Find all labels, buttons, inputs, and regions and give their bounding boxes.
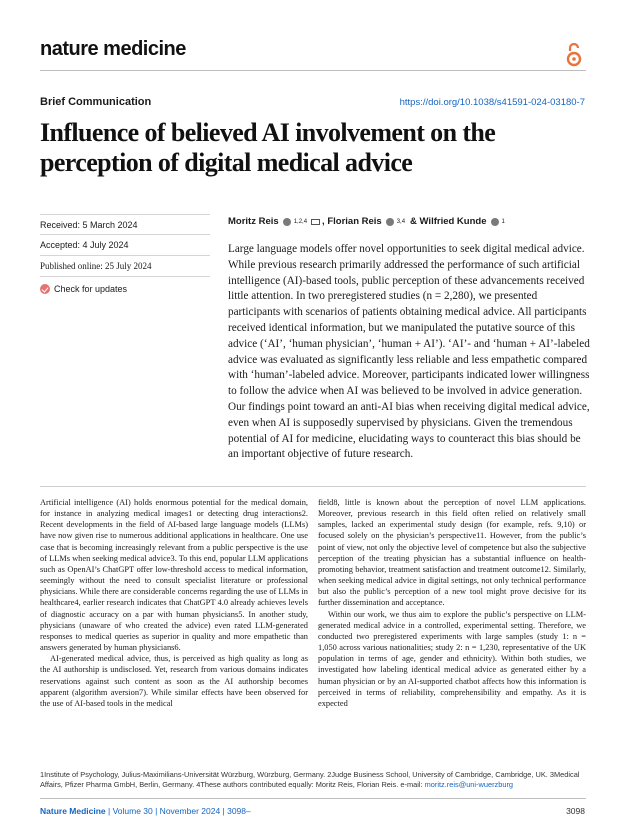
email-label: e-mail: — [400, 780, 425, 789]
orcid-icon[interactable] — [386, 218, 394, 226]
author-affiliation: 3,4 — [396, 218, 406, 225]
footer-divider — [40, 798, 586, 799]
body-column-right — [318, 497, 586, 709]
author-affiliation: 1 — [501, 218, 505, 225]
author-affiliation: 1,2,4 — [293, 218, 308, 225]
accepted-date: Accepted: 4 July 2024 — [40, 235, 210, 256]
author-name[interactable]: Moritz Reis — [228, 216, 279, 227]
doi-link[interactable]: https://doi.org/10.1038/s41591-024-03180-7 — [399, 97, 585, 108]
abstract-divider — [40, 486, 586, 487]
author-name[interactable]: & Wilfried Kunde — [410, 216, 487, 227]
body-paragraph: Within our work, we thus aim to explore the public’s perspective on LLM-generated medical advice in a controlled, experimental setting. Therefore, we conducted two preregistered experiments with large samples (study 1: n = 1,050 across various nationalities; study 2: n = 1,230, representative of the UK population in terms of age, gender and ethnicity). Within both studies, we investigated how labeling identical medical advice as generated either by a human physician or by an AI-supported chatbot affects how this information is perceived in terms of reliability, comprehensibility and empathy. As it is expected — [318, 609, 586, 708]
footer-volume-info: | Volume 30 | November 2024 | 3098– — [105, 806, 251, 816]
check-for-updates-label: Check for updates — [54, 284, 128, 294]
orcid-icon[interactable] — [283, 218, 291, 226]
article-type: Brief Communication — [40, 96, 152, 108]
article-title: Influence of believed AI involvement on the perception of digital medical advice — [40, 118, 496, 177]
journal-name: nature medicine — [40, 38, 186, 60]
body-paragraph: Artificial intelligence (AI) holds enormous potential for the medical domain, for instance in analyzing medical images1 or detecting drug interactions2. Recent developments in the field of AI-based large language models (LLMs) have now given rise to numerous additional applications in healthcare. One use case that is becoming increasingly relevant from a public perspective is the use of LLMs when seeking medical advice3. To this end, popular LLM applications such as OpenAI’s ChatGPT offer low-threshold access to medical information, seemingly without the need to consult specialist literature or professional physicians. While there are considerable concerns regarding the use of LLMs in healthcare4, earlier research indicates that ChatGPT 4.0 already achieves levels of diagnostic accuracy on a par with human physicians5. In another study, physicians (unaware of who created the advice) even rated LLM-generated responses to medical queries as superior in quality and more empathetic than answers generated by human physicians6. — [40, 498, 308, 653]
affiliations-footnote — [40, 770, 586, 790]
page-number: 3098 — [566, 806, 585, 816]
author-list — [228, 216, 505, 227]
check-updates-icon — [40, 284, 50, 294]
published-date: Published online: 25 July 2024 — [40, 256, 210, 277]
article-history — [40, 214, 210, 301]
abstract: Large language models offer novel opportunities to seek digital medical advice. While previous research primarily addressed the performance of such artificial intelligence (AI)-based tools, public perception of these advancements received little attention. In two preregistered studies (n = 2,280), we presented participants with scenarios of patients obtaining medical advice. All participants received identical information, but we manipulated the putative source of this advice (‘AI’, ‘human physician’, ‘human + AI’). ‘AI’- and ‘human + AI’-labeled advice was evaluated as significantly less reliable and less empathetic compared with ‘human’-labeled advice. Moreover, participants indicated lower willingness to follow the advice when AI was believed to be involved in advice generation. Our findings point toward an anti-AI bias when receiving digital medical advice, even when AI is supposedly supervised by physicians. Given the tremendous potential of AI for medicine, elucidating ways to counteract this bias should be an important objective of future research. — [228, 243, 590, 461]
header-divider — [40, 70, 586, 71]
check-for-updates-button[interactable] — [40, 277, 210, 301]
open-access-icon — [566, 42, 582, 68]
author-name[interactable]: , Florian Reis — [322, 216, 382, 227]
affiliations-text: 1Institute of Psychology, Julius-Maximilians-Universität Würzburg, Würzburg, Germany. 2Judge Business School, University of Cambridge, Cambridge, UK. 3Medical Affairs, Pfizer Pharma GmbH, Berlin, Germany. 4These authors contributed equally: Moritz Reis, Florian Reis. — [40, 770, 580, 789]
corresponding-email-link[interactable]: moritz.reis@uni-wuerzburg — [424, 780, 514, 789]
email-envelope-icon[interactable] — [311, 219, 320, 225]
body-paragraph: field8, little is known about the perception of novel LLM applications. Moreover, previous research in this field often relied on relatively small samples, lacked an experimental study design (for example, refs. 9,10) or focused solely on the physician’s perspective11. However, from the public’s point of view, not only the objective level of competence but also the subjective perception of the treating physician has a substantial influence on health-promoting behavior, treatment satisfaction and treatment outcome12. Similarly, when seeking medical advice in digital settings, not only technical performance but also the public’s perception of a new tool might prove decisive for its further dissemination and acceptance. — [318, 498, 586, 608]
body-column-left — [40, 497, 308, 709]
orcid-icon[interactable] — [491, 218, 499, 226]
page-footer — [40, 806, 251, 816]
footer-journal[interactable]: Nature Medicine — [40, 806, 106, 816]
received-date: Received: 5 March 2024 — [40, 214, 210, 235]
body-paragraph: AI-generated medical advice, thus, is perceived as high quality as long as the AI authorship is undisclosed. Yet, research from various domains indicates reservations against such content as soon as the AI authorship becomes apparent (algorithm aversion7). While similar effects have been observed for the use of AI-based tools in the medical — [40, 654, 308, 708]
